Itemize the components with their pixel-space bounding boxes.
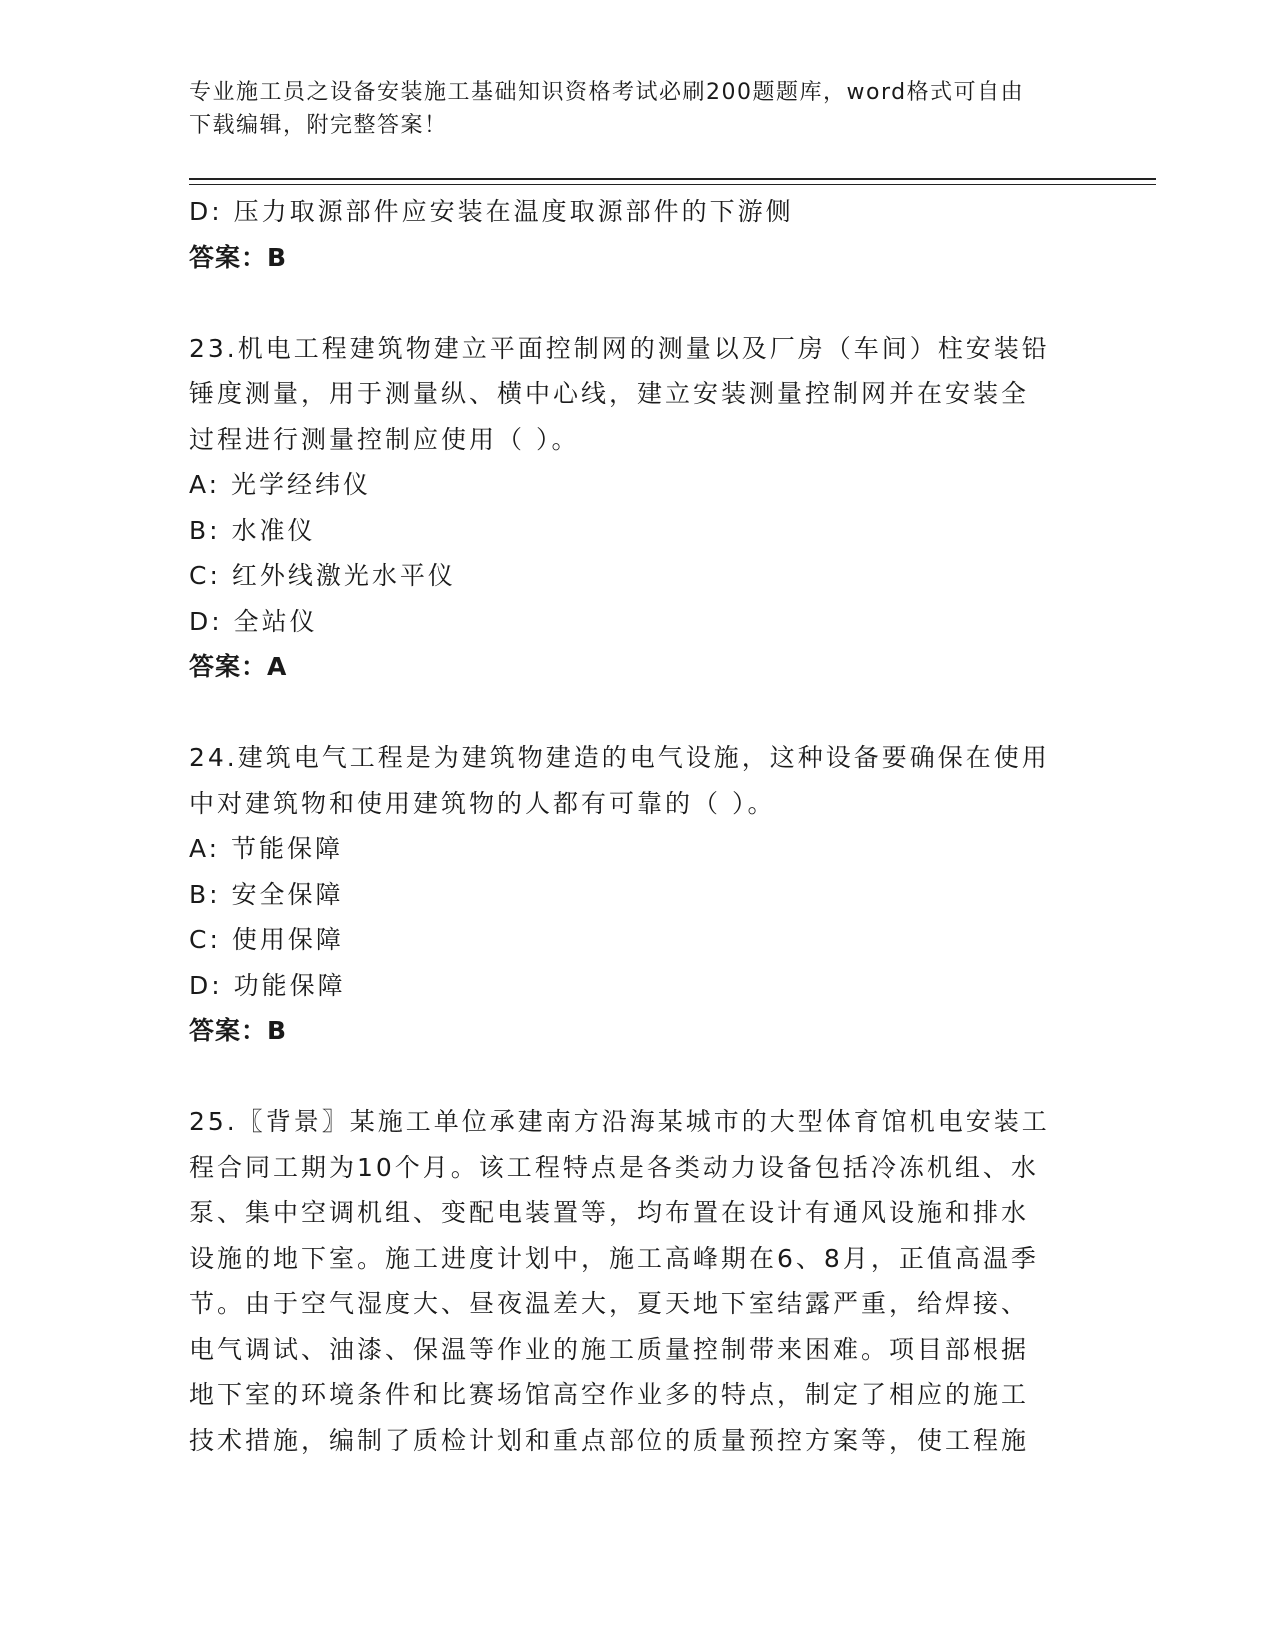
q25-stem-line: 节。由于空气湿度大、昼夜温差大，夏天地下室结露严重，给焊接、 <box>189 1289 1030 1318</box>
q25-stem-line: 泵、集中空调机组、变配电装置等，均布置在设计有通风设施和排水 <box>189 1198 1030 1227</box>
q22-option-d: D: 压力取源部件应安装在温度取源部件的下游侧 <box>189 197 794 226</box>
q25-stem-line: 地下室的环境条件和比赛场馆高空作业多的特点，制定了相应的施工 <box>189 1380 1030 1409</box>
q24-stem-line: 中对建筑物和使用建筑物的人都有可靠的（ ）。 <box>189 788 776 818</box>
q24-option-d: D: 功能保障 <box>189 970 346 1000</box>
header-divider-thick <box>189 178 1156 180</box>
q22-answer: 答案：B <box>189 242 288 272</box>
q24-option-a: A: 节能保障 <box>189 834 344 863</box>
q23-stem-line: 过程进行测量控制应使用（ ）。 <box>189 424 580 454</box>
q24-answer: 答案：B <box>189 1016 288 1045</box>
question-content <box>189 189 1089 1463</box>
document-header <box>189 76 1069 142</box>
q25-block <box>189 1099 1089 1463</box>
question-spacer <box>189 1054 1089 1100</box>
question-spacer <box>189 690 1089 736</box>
q25-stem-line: 程合同工期为10个月。该工程特点是各类动力设备包括冷冻机组、水 <box>189 1152 1039 1182</box>
q23-option-b: B: 水准仪 <box>189 515 316 545</box>
header-title-line-2: 下载编辑，附完整答案！ <box>189 113 448 138</box>
q23-stem-line: 23.机电工程建筑物建立平面控制网的测量以及厂房（车间）柱安装铅 <box>189 333 1050 363</box>
q25-stem-line: 25.〖背景〗某施工单位承建南方沿海某城市的大型体育馆机电安装工 <box>189 1107 1050 1136</box>
header-divider-thin <box>189 184 1156 185</box>
q24-option-c: C: 使用保障 <box>189 925 344 954</box>
q23-option-d: D: 全站仪 <box>189 606 318 636</box>
question-spacer <box>189 280 1089 326</box>
q25-stem-line: 设施的地下室。施工进度计划中，施工高峰期在6、8月，正值高温季 <box>189 1243 1039 1273</box>
q24-block <box>189 735 1089 1054</box>
q24-stem-line: 24.建筑电气工程是为建筑物建造的电气设施，这种设备要确保在使用 <box>189 743 1050 772</box>
q23-answer: 答案：A <box>189 652 288 681</box>
q23-option-a: A: 光学经纬仪 <box>189 470 372 499</box>
q23-stem-line: 锤度测量，用于测量纵、横中心线，建立安装测量控制网并在安装全 <box>189 379 1030 408</box>
q25-stem-line: 技术措施，编制了质检计划和重点部位的质量预控方案等，使工程施 <box>189 1425 1030 1455</box>
q23-option-c: C: 红外线激光水平仪 <box>189 561 456 590</box>
q24-option-b: B: 安全保障 <box>189 879 344 909</box>
header-title-line-1: 专业施工员之设备安装施工基础知识资格考试必刷200题题库，word格式可自由 <box>189 80 1025 105</box>
q25-stem-line: 电气调试、油漆、保温等作业的施工质量控制带来困难。项目部根据 <box>189 1334 1030 1364</box>
q23-block <box>189 326 1089 690</box>
